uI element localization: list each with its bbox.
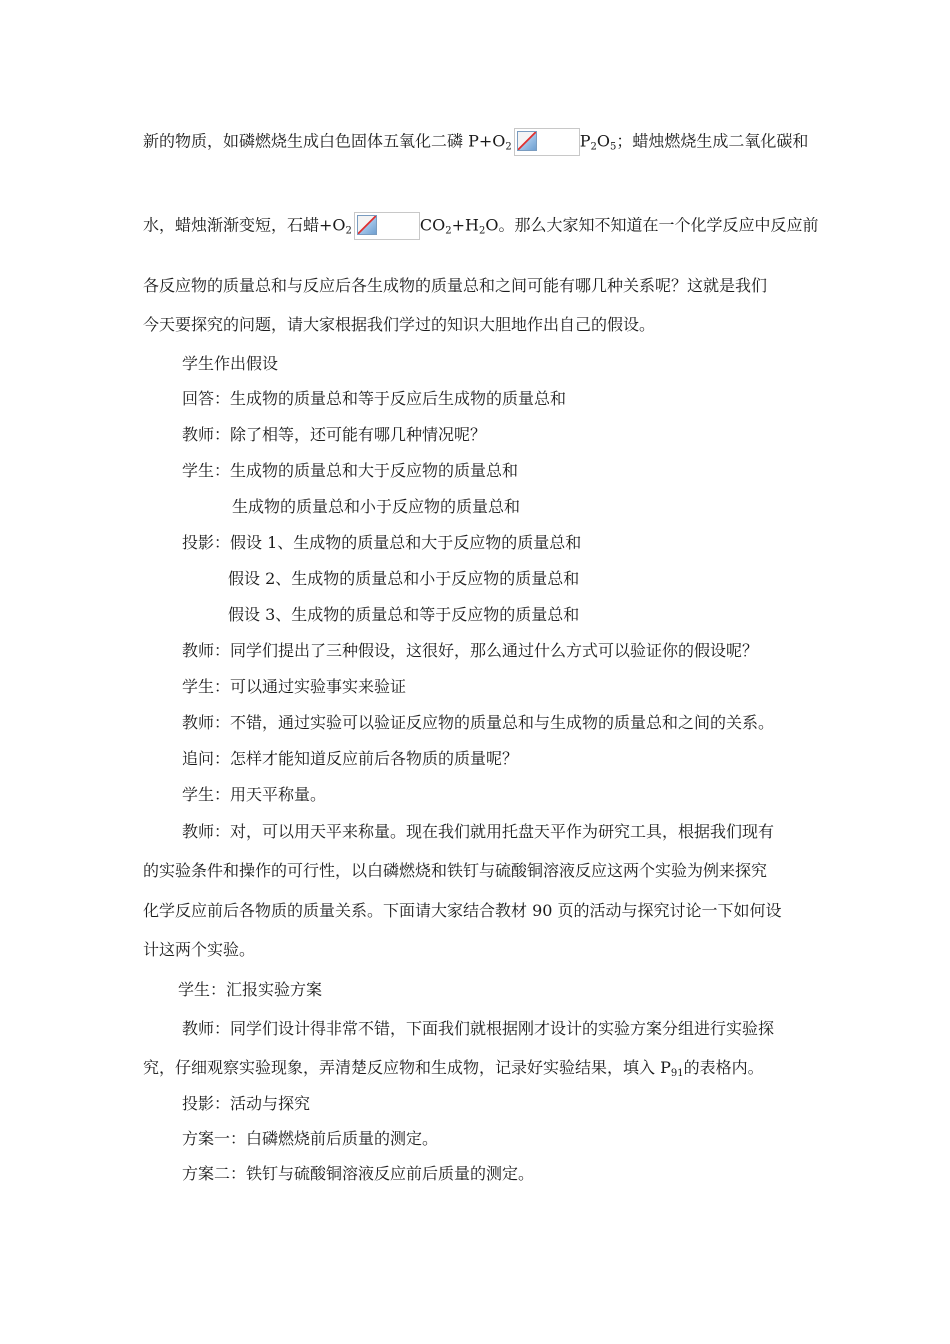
paragraph-line: 的实验条件和操作的可行性，以白磷燃烧和铁钉与硫酸铜溶液反应这两个实验为例来探究: [143, 861, 768, 880]
text-segment: 新的物质，如磷燃烧生成白色固体五氧化二磷 P+O: [143, 131, 506, 151]
paragraph-line: 教师：同学们提出了三种假设，这很好，那么通过什么方式可以验证你的假设呢？: [182, 641, 759, 660]
text-segment: 水，蜡烛渐渐变短，石蜡+O: [143, 215, 346, 235]
text-segment: CO: [419, 215, 446, 235]
paragraph-line: 生成物的质量总和小于反应物的质量总和: [232, 497, 521, 516]
text-segment: P: [579, 131, 591, 151]
text-segment: 。那么大家知不知道在一个化学反应中反应前: [498, 215, 819, 235]
paragraph-line: 回答：生成物的质量总和等于反应后生成物的质量总和: [182, 389, 567, 408]
paragraph-line: 学生作出假设: [182, 354, 279, 373]
subscript: 5: [610, 141, 617, 153]
subscript: 2: [479, 225, 486, 237]
paragraph-line: [143, 128, 808, 156]
text-segment: O: [485, 215, 499, 235]
paragraph-line: 教师：同学们设计得非常不错，下面我们就根据刚才设计的实验方案分组进行实验探: [182, 1019, 775, 1038]
paragraph-line: 投影：活动与探究: [182, 1094, 311, 1113]
paragraph-line: 教师：不错，通过实验可以验证反应物的质量总和与生成物的质量总和之间的关系。: [182, 713, 775, 732]
subscript: 2: [505, 141, 512, 153]
text-segment: ；蜡烛燃烧生成二氧化碳和: [616, 131, 809, 151]
subscript: 2: [590, 141, 597, 153]
paragraph-line: [143, 1058, 764, 1078]
equation-image: [354, 212, 420, 240]
paragraph-line: 方案一：白磷燃烧前后质量的测定。: [182, 1129, 439, 1148]
text-segment: +H: [451, 215, 479, 235]
paragraph-line: 假设 2、生成物的质量总和小于反应物的质量总和: [228, 569, 580, 588]
paragraph-line: 各反应物的质量总和与反应后各生成物的质量总和之间可能有哪几种关系呢？这就是我们: [143, 276, 768, 295]
paragraph-line: [143, 212, 819, 240]
paragraph-line: 投影：假设 1、生成物的质量总和大于反应物的质量总和: [182, 533, 582, 552]
text-segment: O: [596, 131, 611, 151]
subscript: 91: [670, 1068, 684, 1079]
paragraph-line: 学生：可以通过实验事实来验证: [182, 677, 407, 696]
equation-image: [514, 128, 580, 156]
text-segment: 究，仔细观察实验现象，弄清楚反应物和生成物，记录好实验结果，填入 P: [143, 1058, 671, 1077]
subscript: 2: [445, 225, 452, 237]
paragraph-line: 今天要探究的问题，请大家根据我们学过的知识大胆地作出自己的假设。: [143, 315, 656, 334]
paragraph-line: 学生：用天平称量。: [182, 785, 327, 804]
paragraph-line: 学生：汇报实验方案: [178, 980, 323, 999]
subscript: 2: [345, 225, 352, 237]
broken-image-icon: [357, 215, 377, 235]
paragraph-line: 学生：生成物的质量总和大于反应物的质量总和: [182, 461, 519, 480]
paragraph-line: 计这两个实验。: [143, 940, 256, 959]
broken-image-icon: [517, 131, 537, 151]
text-segment: 的表格内。: [683, 1058, 764, 1077]
paragraph-line: 教师：对，可以用天平来称量。现在我们就用托盘天平作为研究工具，根据我们现有: [182, 822, 775, 841]
paragraph-line: 方案二：铁钉与硫酸铜溶液反应前后质量的测定。: [182, 1164, 535, 1183]
paragraph-line: 追问：怎样才能知道反应前后各物质的质量呢？: [182, 749, 519, 768]
paragraph-line: 化学反应前后各物质的质量关系。下面请大家结合教材 90 页的活动与探究讨论一下如何设: [143, 901, 782, 920]
paragraph-line: 教师：除了相等，还可能有哪几种情况呢？: [182, 425, 487, 444]
paragraph-line: 假设 3、生成物的质量总和等于反应物的质量总和: [228, 605, 580, 624]
